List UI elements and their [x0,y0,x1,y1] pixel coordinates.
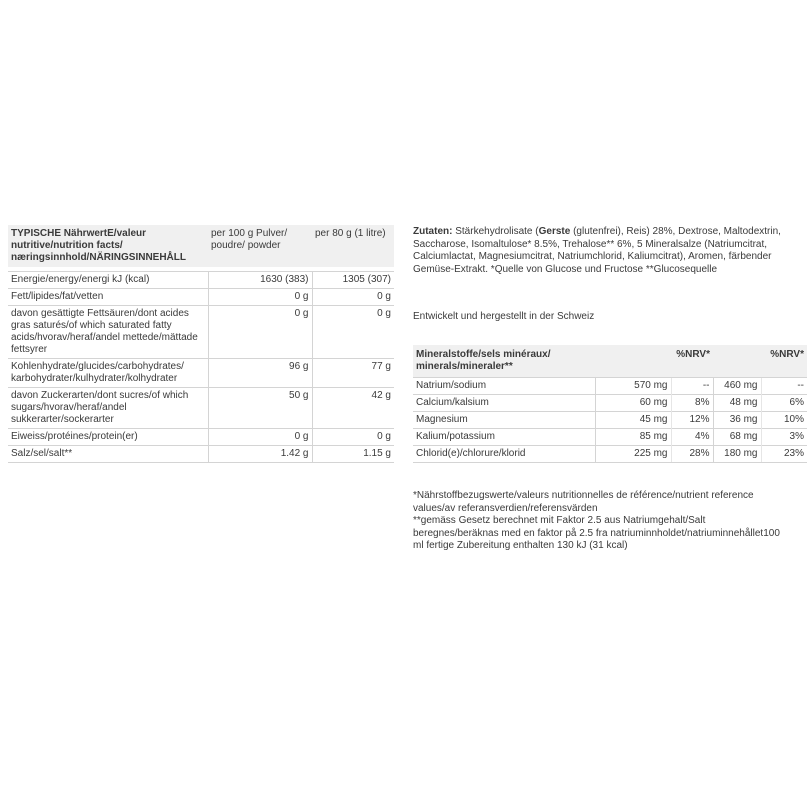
mineral-amount-2: 180 mg [713,446,761,463]
mineral-label: Chlorid(e)/chlorure/klorid [413,446,595,463]
nutrient-value-100g: 50 g [208,388,312,429]
nutrient-label: Kohlenhydrate/glucides/carbohydrates/ karbohydrater/kulhydrater/kolhydrater [8,359,208,388]
ingredients-part1: Stärkehydrolisate ( [452,226,539,237]
nutrient-value-100g: 96 g [208,359,312,388]
mineral-amount-2: 36 mg [713,412,761,429]
nutrient-value-100g: 0 g [208,429,312,446]
table-row [8,272,394,289]
mineral-nrv-2: -- [761,378,807,395]
mineral-nrv-2: 6% [761,395,807,412]
table-row [413,412,807,429]
nutrition-table [8,225,391,463]
nutrient-label: Salz/sel/salt** [8,446,208,463]
mineral-amount-2: 48 mg [713,395,761,412]
nutrition-header-per-100g: per 100 g Pulver/ poudre/ powder [208,225,312,267]
table-row [8,359,394,388]
nutrition-header-label: TYPISCHE NährwertE/valeur nutritive/nutrition facts/ næringsinnhold/NÄRINGSINNEHÅLL [8,225,208,267]
table-row [413,378,807,395]
origin-text: Entwickelt und hergestellt in der Schweiz [413,311,595,322]
nutrient-value-100g: 1630 (383) [208,272,312,289]
nutrient-value-80g: 1305 (307) [312,272,394,289]
mineral-nrv-1: 4% [671,429,713,446]
nutrient-value-100g: 0 g [208,306,312,359]
table-row [413,429,807,446]
nutrient-label: davon Zuckerarten/dont sucres/of which sugars/hvorav/heraf/andel sukkerarter/sockerarter [8,388,208,429]
nutrition-header-per-80g: per 80 g (1 litre) [312,225,394,267]
nutrition-header-row [8,225,394,267]
nutrient-value-80g: 0 g [312,306,394,359]
table-row [8,388,394,429]
minerals-header-row [413,345,807,378]
mineral-amount-2: 460 mg [713,378,761,395]
footnote-salt: **gemäss Gesetz berechnet mit Faktor 2.5 aus Natriumgehalt/Salt beregnes/beräknas med en faktor på 2.5 fra natriuminnholdet/natriuminnehållet100 ml fertige Zubereitung enthalten 130 kJ (31 kcal) [413,515,780,551]
footnote-nrv: *Nährstoffbezugswerte/valeurs nutritionnelles de référence/nutrient reference values/av referansverdien/referensvärden [413,490,754,514]
nutrient-value-100g: 1.42 g [208,446,312,463]
mineral-amount-1: 225 mg [595,446,671,463]
nutrient-value-80g: 0 g [312,429,394,446]
nutrient-value-100g: 0 g [208,289,312,306]
footnotes [413,490,793,553]
nutrient-label: Energie/energy/energi kJ (kcal) [8,272,208,289]
mineral-amount-1: 85 mg [595,429,671,446]
minerals-header-label: Mineralstoffe/sels minéraux/ minerals/mineraler** [413,345,595,378]
nutrient-value-80g: 42 g [312,388,394,429]
mineral-nrv-1: -- [671,378,713,395]
mineral-amount-1: 60 mg [595,395,671,412]
table-row [413,395,807,412]
minerals-header-nrv-2: %NRV* [761,345,807,378]
nutrient-label: Fett/lipides/fat/vetten [8,289,208,306]
mineral-label: Calcium/kalsium [413,395,595,412]
mineral-nrv-1: 8% [671,395,713,412]
nutrient-value-80g: 0 g [312,289,394,306]
table-row [8,306,394,359]
nutrient-label: Eiweiss/protéines/protein(er) [8,429,208,446]
mineral-label: Magnesium [413,412,595,429]
nutrient-value-80g: 77 g [312,359,394,388]
mineral-label: Natrium/sodium [413,378,595,395]
mineral-amount-1: 45 mg [595,412,671,429]
mineral-label: Kalium/potassium [413,429,595,446]
mineral-nrv-1: 12% [671,412,713,429]
nutrient-label: davon gesättigte Fettsäuren/dont acides gras saturés/of which saturated fatty acids/hvorav/heraf/andel mettede/mättade fettsyrer [8,306,208,359]
table-row [413,446,807,463]
ingredients-prefix: Zutaten: [413,226,453,237]
mineral-nrv-2: 23% [761,446,807,463]
ingredients-allergen: Gerste [538,226,571,237]
mineral-amount-1: 570 mg [595,378,671,395]
table-row [8,289,394,306]
mineral-nrv-1: 28% [671,446,713,463]
mineral-nrv-2: 3% [761,429,807,446]
minerals-table [413,345,804,463]
nutrient-value-80g: 1.15 g [312,446,394,463]
minerals-header-nrv-1: %NRV* [671,345,713,378]
table-row [8,446,394,463]
ingredients-part2: (glutenfrei), Reis) 28%, Dextrose, Maltodextrin, Saccharose, Isomaltulose* 8.5%, Trehalose** 6%, 5 Mineralsalze (Natriumcitrat, Calciumlactat, Magnesiumcitrat, Natriumchlorid, Kaliumcitrat), Aromen, färbender Gemüse-Extrakt. *Quelle von Glucose und Fructose **Glucosequelle [413,226,781,275]
table-row [8,429,394,446]
ingredients-text [413,226,793,276]
mineral-amount-2: 68 mg [713,429,761,446]
mineral-nrv-2: 10% [761,412,807,429]
